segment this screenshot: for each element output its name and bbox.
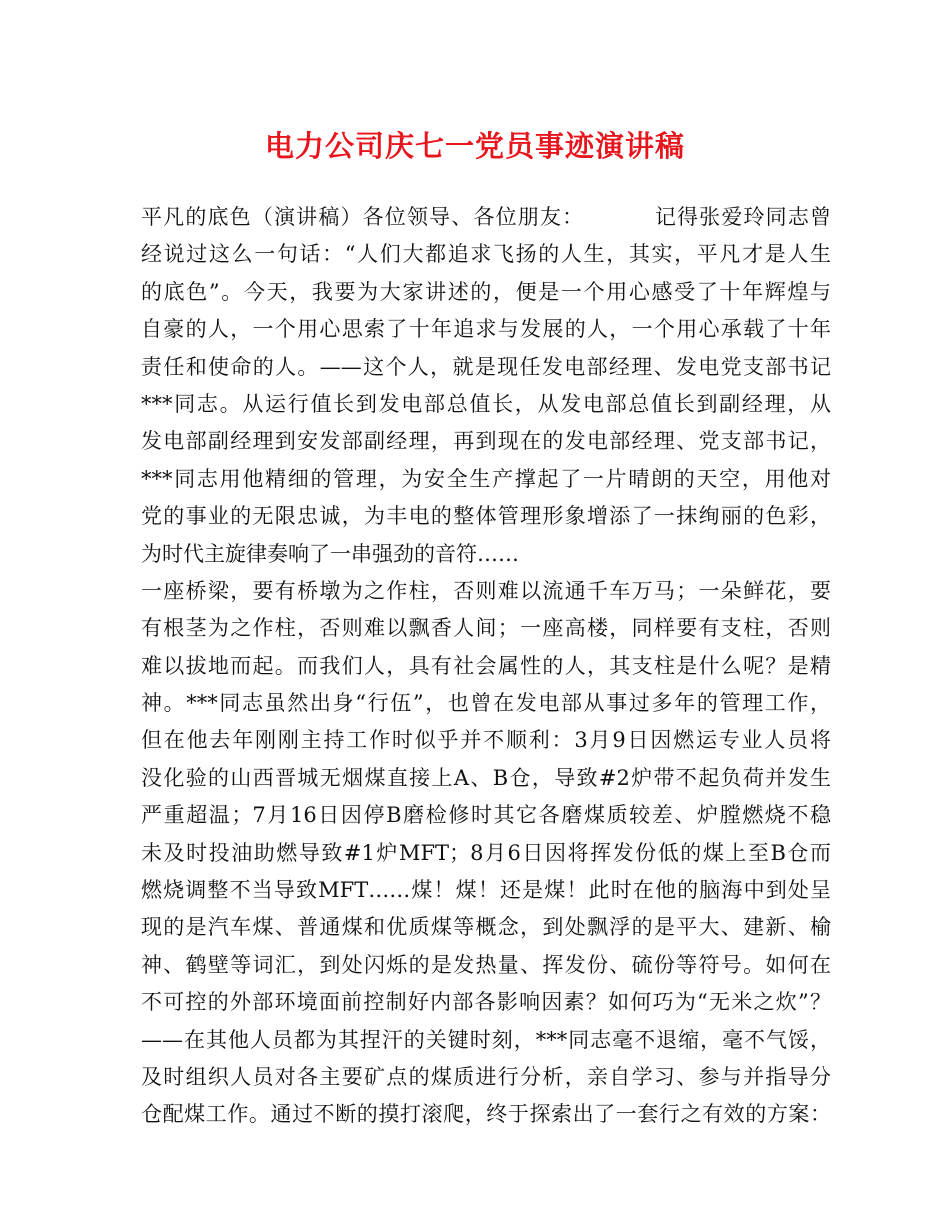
text-line: 责任和使命的人。——这个人，就是现任发电部经理、发电党支部书记 [141, 354, 831, 379]
document-body [141, 199, 831, 1134]
text-line: 自豪的人，一个用心思索了十年追求与发展的人，一个用心承载了十年 [141, 317, 831, 342]
text-line: 为时代主旋律奏响了一串强劲的音符…… [141, 541, 519, 566]
text-line: 严重超温；7月16日因停B磨检修时其它各磨煤质较差、炉膛燃烧不稳 [141, 803, 831, 828]
text-line: ——在其他人员都为其捏汗的关键时刻，***同志毫不退缩，毫不气馁， [141, 1027, 831, 1052]
text-line: 的底色”。今天，我要为大家讲述的，便是一个用心感受了十年辉煌与 [141, 279, 831, 304]
text-line: 神。***同志虽然出身“行伍”，也曾在发电部从事过多年的管理工作， [141, 691, 831, 716]
text-line: 经说过这么一句话：“人们大都追求飞扬的人生，其实，平凡才是人生 [141, 242, 831, 267]
text-line: 但在他去年刚刚主持工作时似乎并不顺利：3月9日因燃运专业人员将 [141, 728, 831, 753]
text-line: 不可控的外部环境面前控制好内部各影响因素？如何巧为“无米之炊”？ [141, 990, 831, 1015]
text-line: 发电部副经理到安发部副经理，再到现在的发电部经理、党支部书记， [141, 429, 831, 454]
text-line: 没化验的山西晋城无烟煤直接上A、B仓，导致#2炉带不起负荷并发生 [141, 765, 831, 790]
text-line: 现的是汽车煤、普通煤和优质煤等概念，到处飘浮的是平大、建新、榆 [141, 915, 831, 940]
text-line: 一座桥梁，要有桥墩为之作柱，否则难以流通千车万马；一朵鲜花，要 [141, 578, 831, 603]
text-line: 党的事业的无限忠诚，为丰电的整体管理形象增添了一抹绚丽的色彩， [141, 504, 831, 529]
document-title: 电力公司庆七一党员事迹演讲稿 [264, 129, 685, 163]
text-line: 有根茎为之作柱，否则难以飘香人间；一座高楼，同样要有支柱，否则 [141, 616, 831, 641]
text-line: 难以拔地而起。而我们人，具有社会属性的人，其支柱是什么呢？是精 [141, 653, 831, 678]
text-line: ***同志用他精细的管理，为安全生产撑起了一片晴朗的天空，用他对 [141, 466, 831, 491]
text-line: 燃烧调整不当导致MFT……煤！煤！还是煤！此时在他的脑海中到处呈 [141, 878, 831, 903]
text-line: 及时组织人员对各主要矿点的煤质进行分析，亲自学习、参与并指导分 [141, 1064, 831, 1089]
text-line: ***同志。从运行值长到发电部总值长，从发电部总值长到副经理，从 [141, 391, 831, 416]
text-line: 仓配煤工作。通过不断的摸打滚爬，终于探索出了一套行之有效的方案： [141, 1102, 831, 1127]
text-line: 未及时投油助燃导致#1炉MFT；8月6日因将挥发份低的煤上至B仓而 [141, 840, 831, 865]
text-line: 平凡的底色（演讲稿）各位领导、各位朋友： 记得张爱玲同志曾 [141, 205, 831, 229]
text-line: 神、鹤壁等词汇，到处闪烁的是发热量、挥发份、硫份等符号。如何在 [141, 952, 831, 977]
